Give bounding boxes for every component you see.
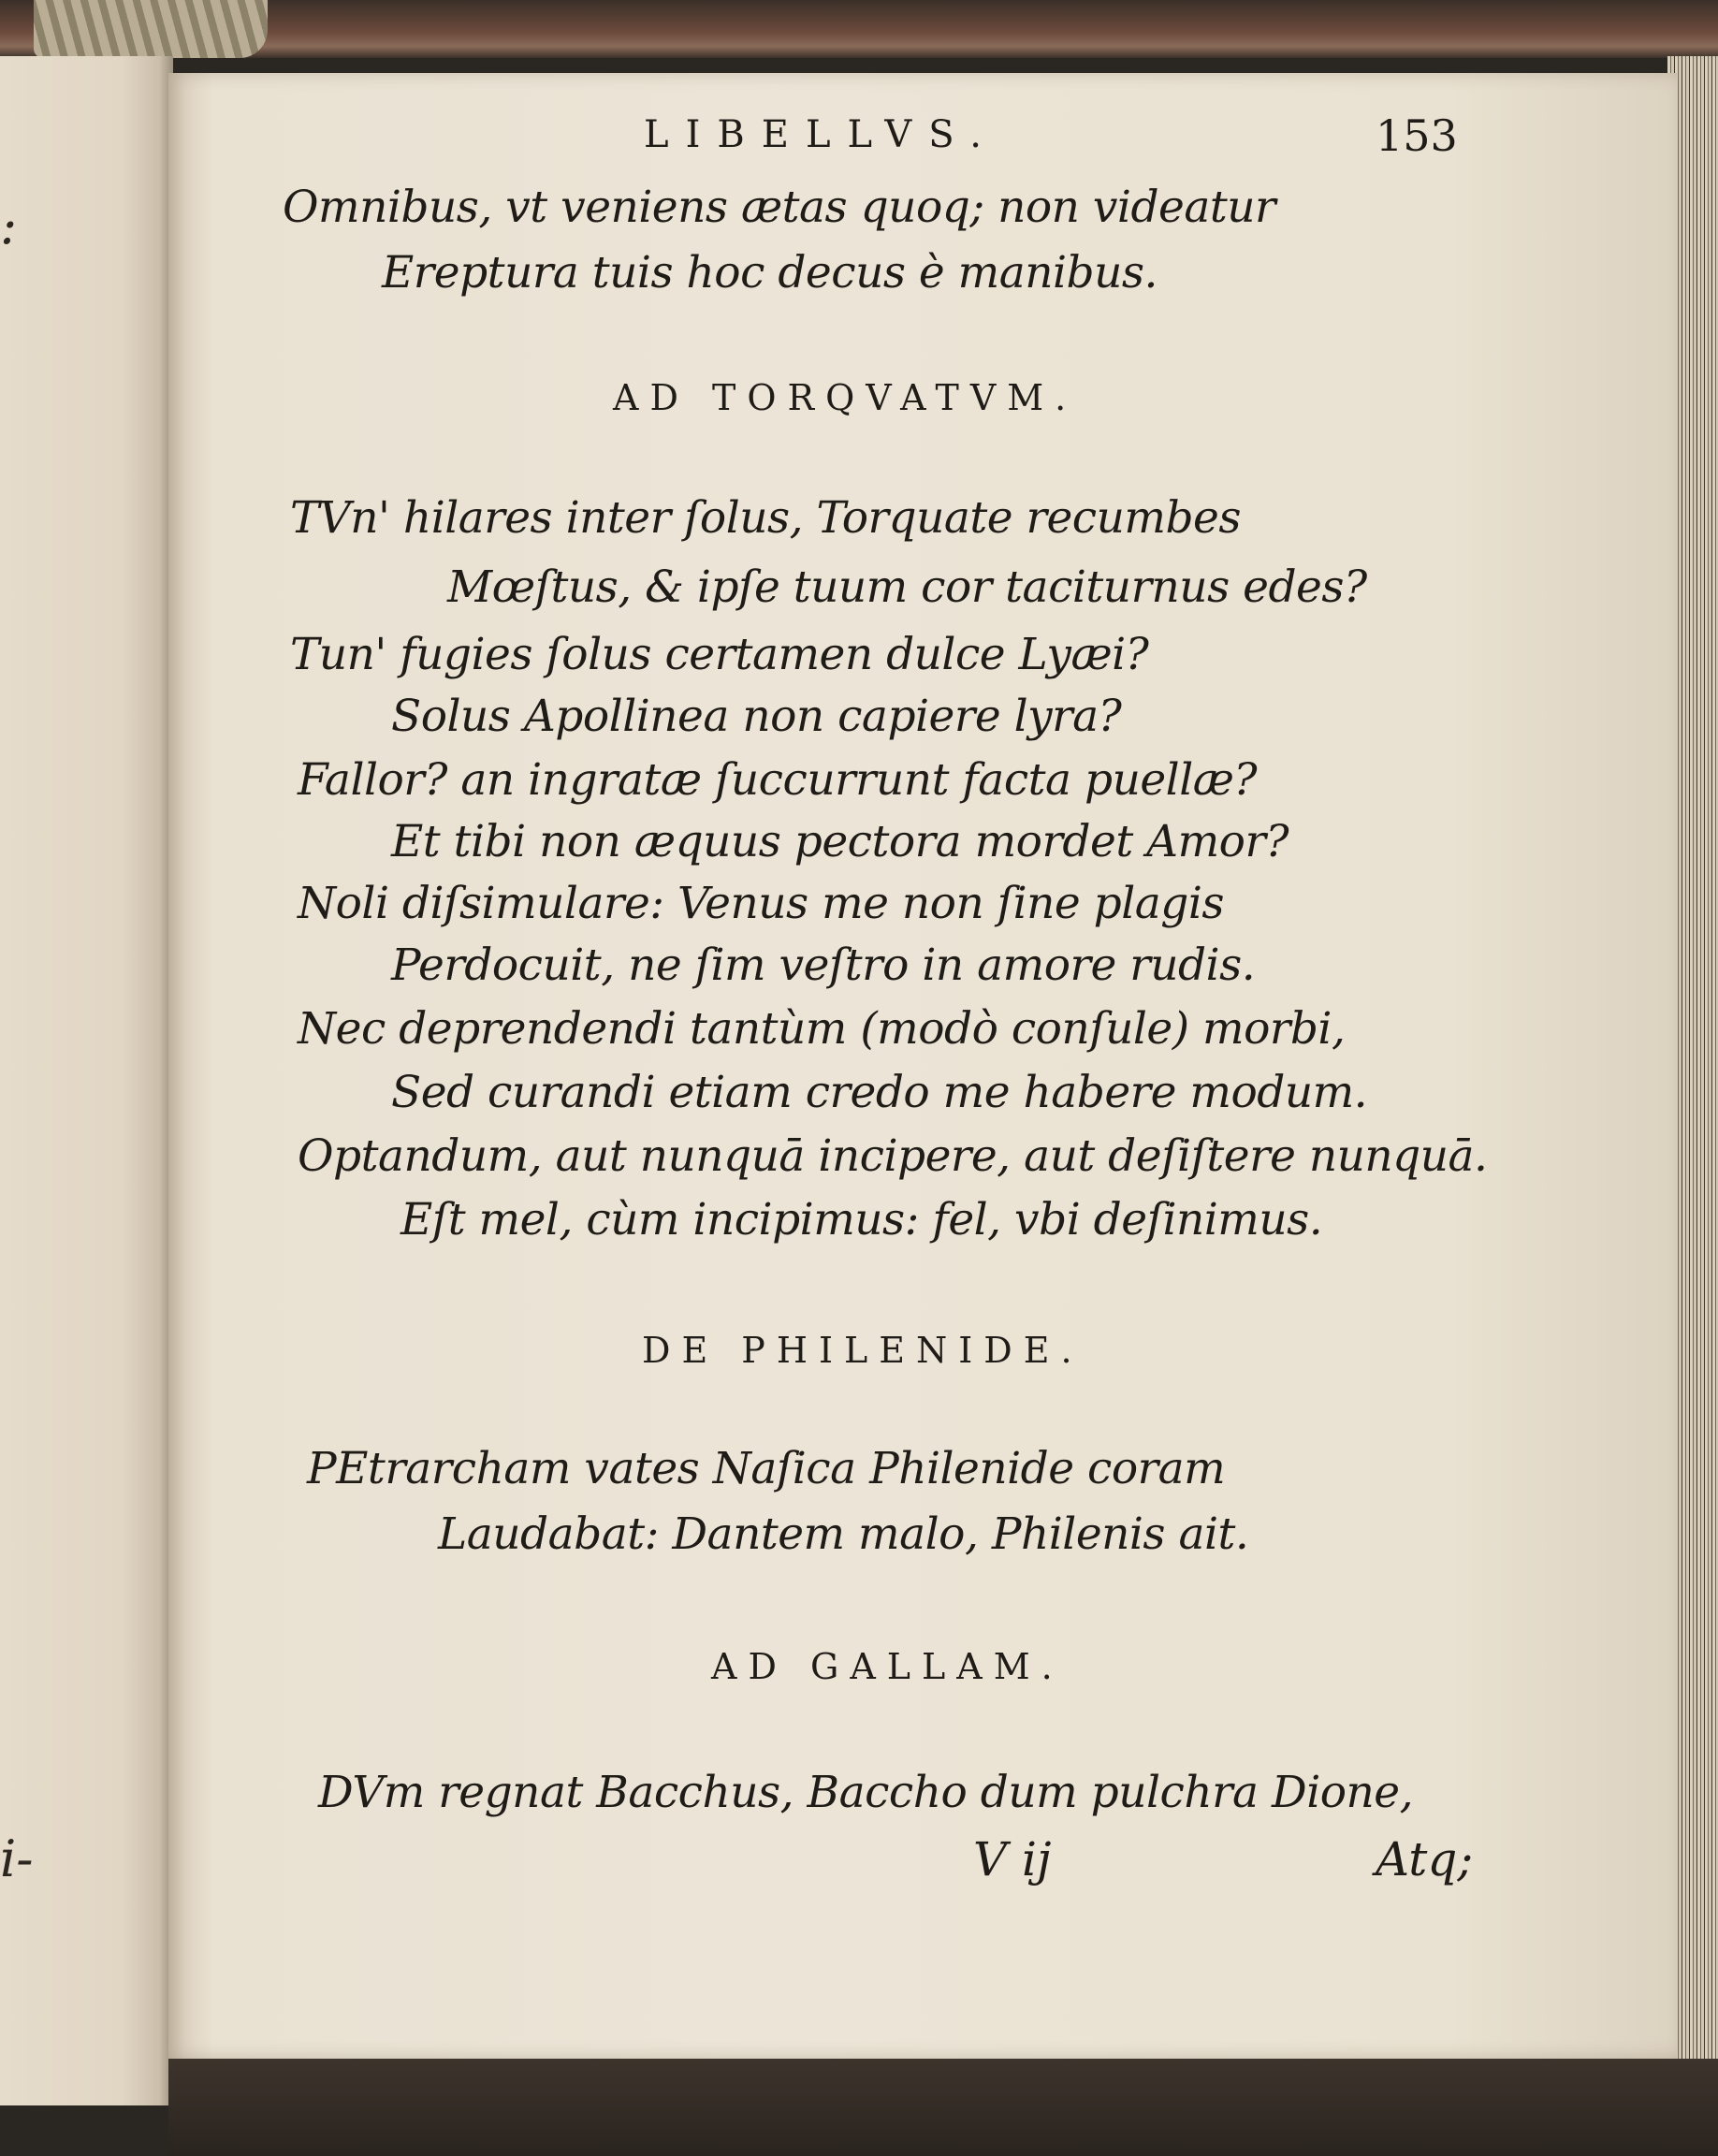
verse-line: Et tibi non æquus pectora mordet Amor? [391,816,1289,867]
verse-line: TVn' hilares inter ſolus, Torquate recumbes [290,492,1241,544]
verse-line: DVm regnat Bacchus, Baccho dum pulchra Dione, [318,1767,1414,1818]
poem-title: AD GALLAM. [711,1646,1064,1687]
poem-title: AD TORQVATVM. [613,377,1078,418]
page-number: 153 [1376,110,1458,161]
verse-line: Tun' fugies ſolus certamen dulce Lyæi? [290,629,1149,680]
verse-line: Solus Apollinea non capiere lyra? [391,691,1122,742]
verse-line: PEtrarcham vates Naſica Philenide coram [307,1443,1226,1494]
poem-title: DE PHILENIDE. [642,1330,1084,1371]
page [168,73,1677,2059]
verse-line: Nec deprendendi tantùm (modò conſule) morbi, [298,1003,1346,1055]
binding-strip [0,0,1718,58]
left-page-fragment: i- [0,1829,34,1888]
verse-line: Mœſtus, & ipſe tuum cor taciturnus edes? [447,561,1367,613]
verse-line: Optandum, aut nunquā incipere, aut deſiſtere nunquā. [298,1130,1488,1182]
verse-line: Sed curandi etiam credo me habere modum. [391,1067,1368,1118]
verse-line: Ereptura tuis hoc decus è manibus. [382,247,1157,299]
verse-line: Fallor? an ingratæ ſuccurrunt facta puellæ? [298,754,1258,806]
verse-line: Omnibus, vt veniens ætas quoq; non videatur [283,182,1276,233]
verse-line: Perdocuit, ne ſim veſtro in amore rudis. [391,940,1256,991]
running-head: LIBELLVS. [644,113,998,156]
left-page-fragment: : [0,197,18,255]
verse-line: Noli diſsimulare: Venus me non ſine plagis [298,878,1225,929]
binding-cord [34,0,268,58]
verse-line: Eſt mel, cùm incipimus: fel, vbi deſinimus. [400,1194,1323,1246]
verse-line: Laudabat: Dantem malo, Philenis ait. [438,1508,1249,1560]
bottom-edge [168,2059,1718,2156]
signature-mark: V ij [973,1832,1052,1886]
catchword: Atq; [1376,1832,1474,1886]
previous-page [0,56,173,2105]
